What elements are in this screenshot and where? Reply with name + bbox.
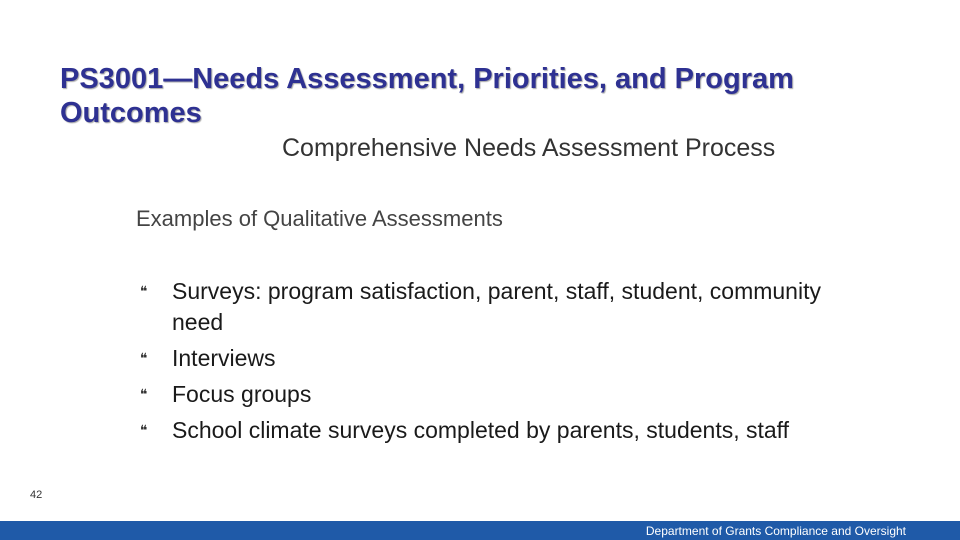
square-bullet-icon: ❝ [140, 284, 148, 300]
bullet-text: Interviews [172, 345, 276, 371]
bullet-item [136, 276, 836, 338]
bullet-item [136, 415, 836, 446]
square-bullet-icon: ❝ [140, 423, 148, 439]
bullet-text: Surveys: program satisfaction, parent, staff, student, community need [172, 278, 821, 335]
section-heading: Examples of Qualitative Assessments [136, 206, 503, 231]
slide-title: PS3001—Needs Assessment, Priorities, and Program Outcomes [60, 63, 794, 129]
bullet-text: School climate surveys completed by parents, students, staff [172, 417, 790, 443]
slide-subtitle: Comprehensive Needs Assessment Process [282, 134, 776, 162]
square-bullet-icon: ❝ [140, 387, 148, 403]
bullet-item [136, 343, 836, 374]
square-bullet-icon: ❝ [140, 351, 148, 367]
bullet-item [136, 379, 836, 410]
bullet-list [136, 276, 836, 451]
bullet-text: Focus groups [172, 381, 312, 407]
page-number: 42 [30, 489, 43, 501]
footer-bar [0, 521, 960, 540]
footer-text: Department of Grants Compliance and Oversight [645, 524, 906, 538]
